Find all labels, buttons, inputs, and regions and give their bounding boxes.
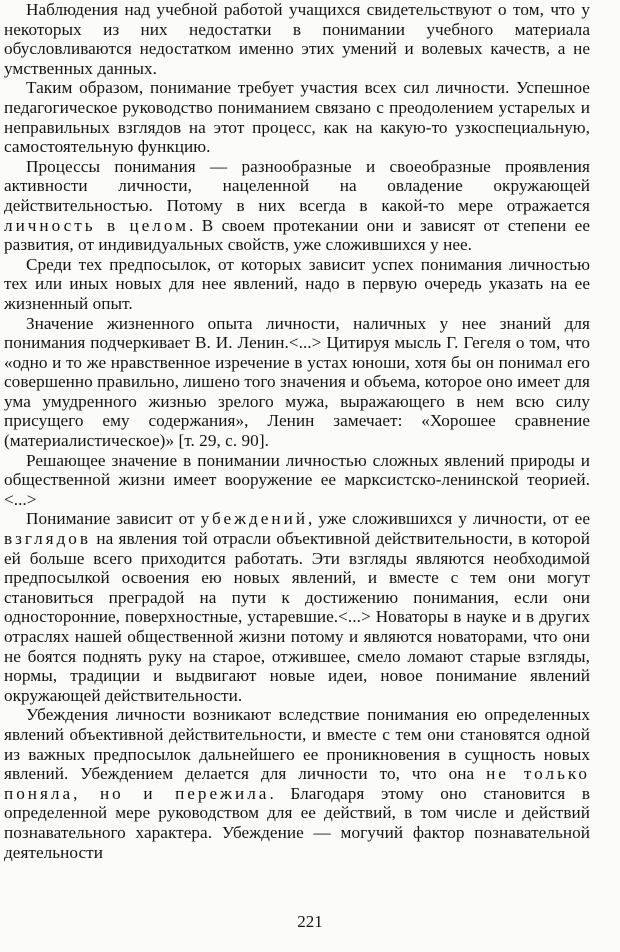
page-number: 221 [297,912,323,931]
paragraph [4,705,590,862]
text-run: Решающее значение в понимании личностью сложных явлений природы и общественной жизни имеет вооружение ее марксистско-ленинской теорией.<...> [4,450,590,509]
text-run: Среди тех предпосылок, от которых зависит успех понимания личностью тех или иных новых для нее явлений, надо в первую очередь указать на ее жизненный опыт. [4,254,590,313]
emphasis-spaced: личность в целом [4,215,189,235]
text-run: Значение жизненного опыта личности, наличных у нее знаний для понимания подчеркивает В. И. Ленин.<...> Цитируя мысль Г. Гегеля о том, что «одно и то же нравственное изречение в устах юноши, хотя бы он понимал его совершенно правильно, лишено того значения и объема, которое оно имеет для ума умудренного жизнью зрелого мужа, выражающего в нем всю силу присущего ему содержания», Ленин замечает: «Хорошее сравнение (материалистическое)» [т. 29, с. 90]. [4,313,590,451]
paragraph [4,314,590,451]
text-run: . В своем протекании они и зависят от степени ее развития, от индивидуальных свойств, уже сложившихся у нее. [4,215,590,255]
emphasis-spaced: взглядов [4,529,92,549]
paragraph [4,509,590,705]
paragraph [4,255,590,314]
text-run: Наблюдения над учебной работой учащихся свидетельствуют о том, что у некоторых из них недостатки в понимании учебного материала обусловливаются недостатком именно этих умений и волевых качеств, а не умственных данных. [4,0,590,78]
text-run: Убеждения личности возникают вследствие понимания ею определенных явлений объективной действительности, и вместе с тем они становятся одной из важных предпосылок дальнейшего ее проникновения в сущность новых явлений. Убеждением делается для личности то, что она [4,705,590,784]
text-run: Процессы понимания — разнообразные и своеобразные проявления активности личности, нацеленной на овладение окружающей действительностью. Потому в них всегда в какой-то мере отражается [4,156,590,215]
text-run: на явления той отрасли объективной действительности, в которой ей больше всего приходится работать. Эти взгляды являются необходимой предпосылкой освоения ею новых явлений, и вместе с тем они могут становиться преградой на пути к достижению понимания, если они односторонние, поверхностные, устаревшие.<...> Новаторы в науке и в других отраслях нашей общественной жизни потому и являются новаторами, что они не боятся поднять руку на старое, отжившее, смело ломают старые взгляды, нормы, традиции и выдвигают новые идеи, новое понимание явлений окружающей действительности. [4,529,590,705]
body-text [4,0,590,862]
text-run: Таким образом, понимание требует участия всех сил личности. Успешное педагогическое руководство пониманием связано с преодолением устарелых и неправильных взглядов на этот процесс, как на какую-то узкоспециальную, самостоятельную функцию. [4,78,590,157]
text-run: Понимание зависит от [26,509,201,529]
paragraph [4,157,590,255]
emphasis-spaced: убеждений [200,509,309,529]
text-run: . Благодаря этому оно становится в определенной мере руководством для ее действий, в том числе и действий познавательного характера. Убеждение — могучий фактор познавательной деятельности [4,783,590,862]
paragraph [4,0,590,78]
paragraph [4,78,590,156]
text-run: , уже сложившихся у личности, от ее [308,509,591,529]
paragraph [4,451,590,510]
emphasis-spaced: не только поняла, но и пережила [4,764,590,803]
